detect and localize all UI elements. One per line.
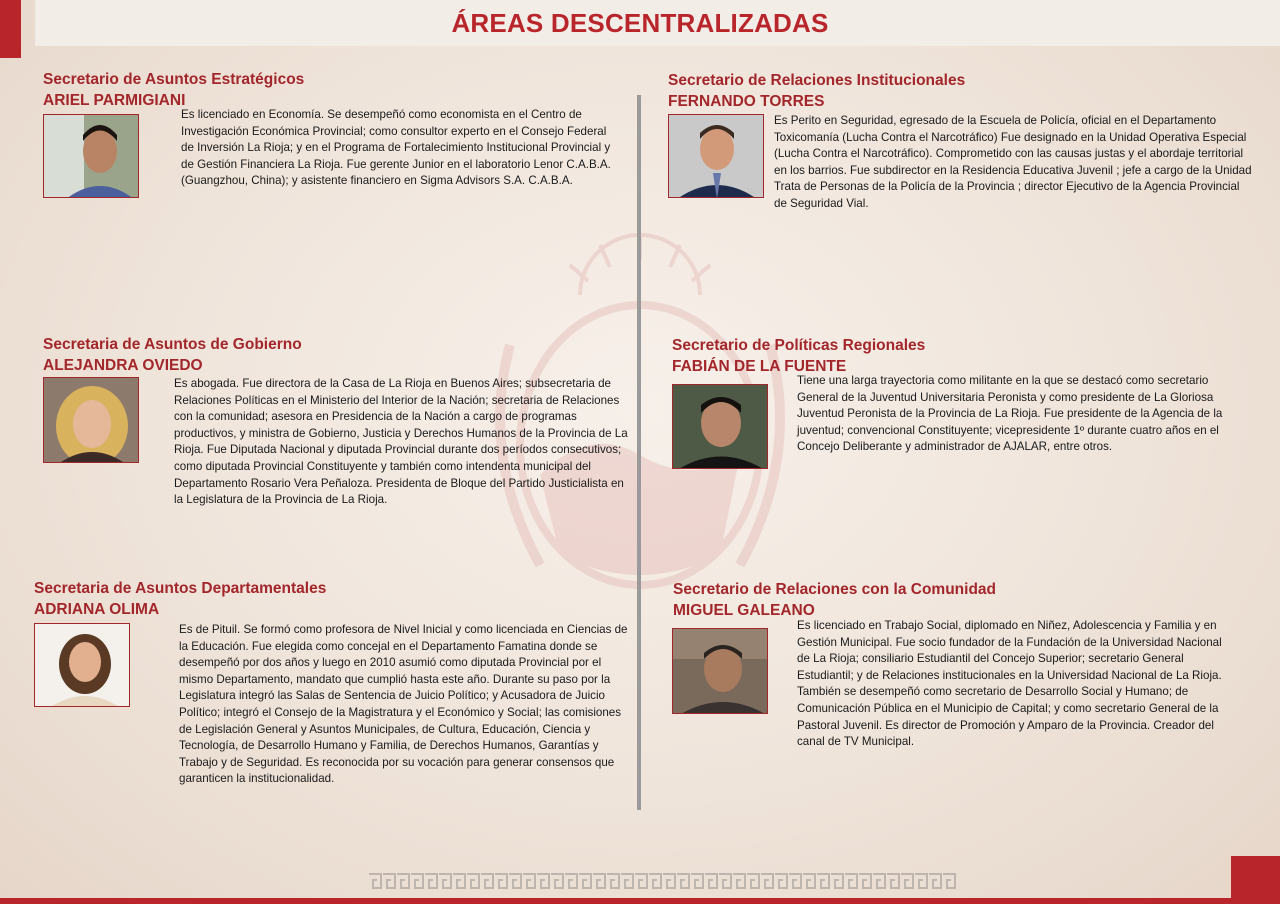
column-divider (637, 95, 641, 810)
person-name: FERNANDO TORRES (668, 93, 825, 110)
person-role: Secretario de Políticas Regionales (672, 337, 926, 354)
person-bio: Es licenciado en Trabajo Social, diplomado en Niñez, Adolescencia y Familia y en Gestión Municipal. Fue socio fundador de la Fundación de la Universidad Nacional de La Rioja; consiliario Estudiantil del Concejo Superior; secretario General Estudiantil; y de Relaciones institucionales en la Universidad Nacional de La Rioja. También se desempeñó como secretario de Desarrollo Social y Humano; de Comunicación Pública en el Municipio de Capital; y como secretario General de la Pastoral Juvenil. Es director de Promoción y Amparo de la Provincia. Creador del canal de TV Municipal. (797, 619, 1222, 749)
portrait-photo-icon (43, 377, 139, 463)
person-name: MIGUEL GALEANO (673, 602, 815, 619)
portrait-photo-icon (672, 628, 768, 714)
person-name: FABIÁN DE LA FUENTE (672, 358, 847, 375)
person-bio: Es licenciado en Economía. Se desempeñó como economista en el Centro de Investigación Económica Provincial; como consultor experto en el Consejo Federal de Inversión La Rioja; y en el Programa de Fortalecimiento Institucional Provincial y de Gestión Financiera La Rioja. Fue gerente Junior en el laboratorio Lenor C.A.B.A. (Guangzhou, China); y asistente financiero en Sigma Advisors S.A. C.A.B.A. (181, 108, 611, 188)
person-card (34, 578, 326, 620)
page-title: ÁREAS DESCENTRALIZADAS (451, 8, 829, 38)
person-card (43, 334, 302, 376)
person-bio: Es de Pituil. Se formó como profesora de Nivel Inicial y como licenciada en Ciencias de la Educación. Fue elegida como concejal en el Departamento Famatina donde se desempeñó por dos años y luego en 2010 asumió como diputada Provincial por el mismo Departamento, mandato que cumplió hasta este año. Durante su paso por la Legislatura integró las Salas de Sentencia de Juicio Político; y Acusadora de Juicio Político; integró el Consejo de la Magistratura y el Económico y Social; las comisiones de Legislación General y Asuntos Municipales, de Cultura, Educación, Ciencia y Tecnología, de Desarrollo Humano y Familia, de Derechos Humanos, Garantías y Trabajo y de Seguridad. Es reconocida por su vocación para generar consensos que garanticen la institucionalidad. (179, 623, 628, 786)
corner-accent-bottom-right (1231, 856, 1280, 904)
person-name: ALEJANDRA OVIEDO (43, 357, 203, 374)
person-name: ARIEL PARMIGIANI (43, 92, 186, 109)
person-role: Secretario de Relaciones Institucionales (668, 72, 966, 89)
portrait-photo-icon (672, 384, 768, 469)
decorative-greek-border-icon (367, 872, 962, 890)
person-role: Secretario de Asuntos Estratégicos (43, 71, 305, 88)
portrait-photo-icon (34, 623, 130, 707)
person-role: Secretaria de Asuntos de Gobierno (43, 336, 302, 353)
person-card (668, 70, 965, 112)
person-role: Secretaria de Asuntos Departamentales (34, 580, 327, 597)
person-bio: Es abogada. Fue directora de la Casa de La Rioja en Buenos Aires; subsecretaria de Relaciones Políticas en el Ministerio del Interior de la Nación; secretaria de Relaciones con la comunidad; asesora en Presidencia de la Nación a cargo de programas productivos, y ministra de Gobierno, Justicia y Derechos Humanos de la Provincia de La Rioja. Fue Diputada Nacional y diputada Provincial durante dos períodos consecutivos; como diputada Provincial Constituyente y también como intendenta municipal del Departamento Rosario Vera Peñaloza. Presidenta de Bloque del Partido Justicialista en la Legislatura de la Provincia de La Rioja. (174, 377, 628, 507)
person-card (43, 69, 304, 111)
person-bio: Tiene una larga trayectoria como militante en la que se destacó como secretario General de la Juventud Universitaria Peronista y como presidente de La Gloriosa Juventud Peronista de la Provincia de La Rioja. Fue presidente de la Agencia de la juventud; convencional Constituyente; vicepresidente 1º durante cuatro años en el Concejo Deliberante y administrador de AJALAR, entre otros. (797, 374, 1223, 454)
person-bio: Es Perito en Seguridad, egresado de la Escuela de Policía, oficial en el Departamento Toxicomanía (Lucha Contra el Narcotráfico) Fue designado en la Unidad Operativa Especial (Lucha Contra el Narcotráfico). Comprometido con las causas justas y el abordaje territorial en los barrios. Fue subdirector en la Residencia Educativa Juvenil ; jefe a cargo de la Unidad Trata de Personas de la Policía de la Provincia ; director Ejecutivo de la Agencia Provincial de Seguridad Vial. (774, 114, 1252, 210)
bottom-accent-bar (0, 898, 1280, 904)
portrait-photo-icon (668, 114, 764, 198)
person-role: Secretario de Relaciones con la Comunidad (673, 581, 997, 598)
person-card (673, 579, 996, 621)
person-card (672, 335, 925, 377)
person-name: ADRIANA OLIMA (34, 601, 160, 618)
portrait-photo-icon (43, 114, 139, 198)
